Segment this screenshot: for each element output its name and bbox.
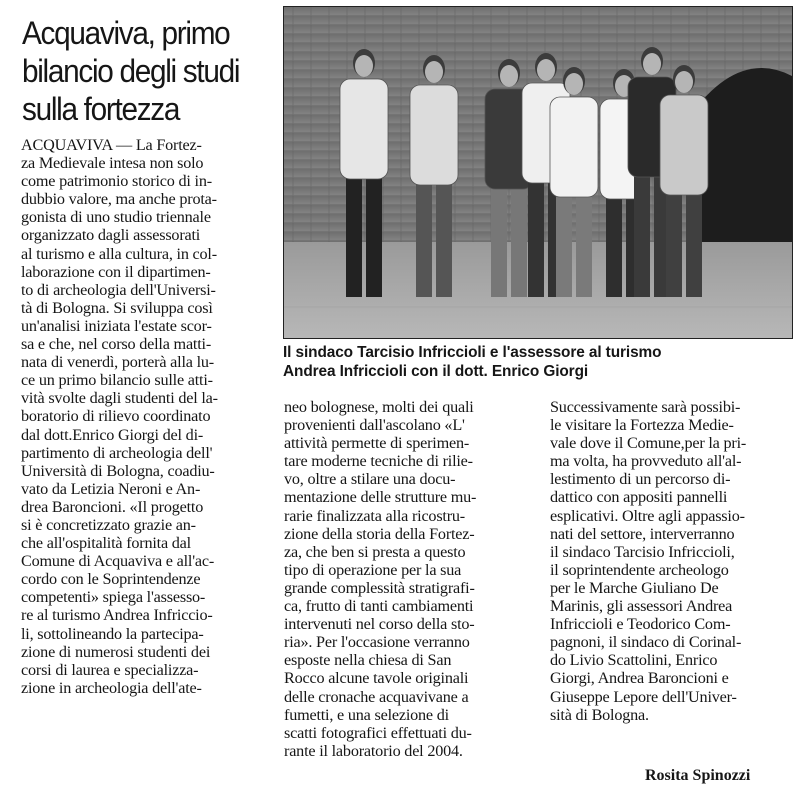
body-text-line: neo bolognese, molti dei quali (284, 398, 474, 416)
article-column-3 (550, 398, 746, 724)
body-text-line: Giorgi, Andrea Baroncioni e (550, 669, 729, 688)
body-text-line: Marinis, gli assessori Andrea (550, 597, 733, 616)
body-text-line: rarie finalizzata alla ricostru- (284, 506, 465, 525)
article-column-1 (21, 136, 218, 697)
body-text-line: fumetti, e una selezione di (284, 705, 449, 724)
body-text-line: provenienti dall'ascolano «L' (284, 416, 465, 435)
body-text-line: Comune di Acquaviva e all'ac- (21, 552, 215, 571)
body-text-line: un'analisi iniziata l'estate scor- (21, 316, 212, 335)
body-text-line: tipo di operazione per la sua (284, 560, 462, 579)
body-text-line: Successivamente sarà possibi- (550, 398, 741, 416)
headline-line: bilancio degli studi (22, 53, 240, 89)
body-text-line: al turismo e alla cultura, in col- (21, 244, 217, 263)
body-text-line: partimento di archeologia dell' (21, 443, 213, 462)
headline-line: Acquaviva, primo (22, 15, 230, 51)
caption-line: Il sindaco Tarcisio Infriccioli e l'assessore al turismo (283, 344, 662, 361)
body-text-line: Università di Bologna, coadiu- (21, 461, 215, 480)
body-text-line: attività permette di sperimen- (284, 434, 470, 453)
body-text-line: gonista di uno studio triennale (21, 208, 211, 227)
body-text-line: Giuseppe Lepore dell'Univer- (550, 687, 737, 706)
body-text-line: drea Baroncioni. «Il progetto (21, 497, 204, 516)
body-text-line: esplicativi. Oltre agli appassio- (550, 506, 745, 525)
body-text-line: zione della storia della Fortez- (284, 524, 475, 543)
body-text-line: competenti» spiega l'assesso- (21, 588, 206, 607)
body-text-line: do Livio Scattolini, Enrico (550, 651, 718, 670)
body-text-line: li, sottolineando la partecipa- (21, 624, 204, 643)
body-text-line: rante il laboratorio del 2004. (284, 741, 463, 760)
body-text-line: il soprintendente archeologo (550, 560, 729, 579)
photo-caption (283, 344, 798, 381)
author-byline: Rosita Spinozzi (645, 767, 751, 784)
body-text-line: lestimento di un percorso di- (550, 470, 731, 489)
headline-line: sulla fortezza (22, 91, 180, 127)
body-text-line: dubbio valore, ma anche prota- (21, 190, 217, 209)
body-text-line: zione di numerosi studenti dei (21, 642, 211, 661)
body-text-line: corsi di laurea e specializza- (21, 660, 199, 679)
body-text-line: intervenuti nel corso della sto- (284, 615, 475, 634)
body-text-line: per le Marche Giuliano De (550, 578, 719, 597)
body-text-line: tà di Bologna. Si sviluppa così (21, 298, 213, 317)
body-text-line: scatti fotografici effettuati du- (284, 723, 472, 742)
body-text-line: si è concretizzato grazie an- (21, 515, 196, 534)
body-text-line: sa e che, nel corso della matti- (21, 335, 212, 354)
body-text-line: boratorio di rilievo coordinato (21, 407, 211, 426)
body-text-line: pagnoni, il sindaco di Corinal- (550, 633, 742, 652)
body-text-line: ria». Per l'occasione verranno (284, 633, 470, 652)
body-text-line: za, che ben si presta a questo (284, 542, 466, 561)
body-text-line: mentazione delle strutture mu- (284, 488, 477, 507)
body-text-line: grande complessità stratigrafi- (284, 578, 475, 597)
body-text-line: tare moderne tecniche di rilie- (284, 452, 473, 471)
body-text-line: Infriccioli e Teodorico Com- (550, 615, 731, 634)
body-text-line: che all'ospitalità fornita dal (21, 534, 191, 553)
body-text-line: zione in archeologia dell'ate- (21, 678, 202, 697)
body-text-line: il sindaco Tarcisio Infriccioli, (550, 542, 735, 561)
body-text-line: to di archeologia dell'Universi- (21, 280, 216, 299)
headline (22, 14, 259, 128)
body-text-line: dal dott.Enrico Giorgi del di- (21, 425, 204, 444)
body-text-line: esposte nella chiesa di San (284, 651, 452, 670)
body-text-line: delle cronache acquavivane a (284, 687, 469, 706)
body-text-line: ca, frutto di tanti cambiamenti (284, 597, 474, 616)
body-text-line: le visitare la Fortezza Medie- (550, 416, 734, 435)
body-text-line: re al turismo Andrea Infriccio- (21, 606, 213, 625)
body-text-line: vità svolte dagli studenti del la- (21, 389, 218, 408)
body-text-line: vale dove il Comune,per la pri- (550, 434, 747, 453)
body-text-line: vo, oltre a stilare una docu- (284, 470, 456, 489)
body-text-line: nati del settore, interverranno (550, 524, 735, 543)
body-text-line: ACQUAVIVA — La Fortez- (21, 136, 202, 154)
group-photo (283, 6, 793, 339)
caption-line: Andrea Infriccioli con il dott. Enrico Giorgi (283, 362, 589, 380)
article-column-2 (284, 398, 476, 760)
body-text-line: come patrimonio storico di in- (21, 172, 212, 191)
body-text-line: cordo con le Soprintendenze (21, 570, 201, 589)
body-text-line: ce un primo bilancio sulle atti- (21, 371, 213, 390)
body-text-line: laborazione con il dipartimen- (21, 262, 211, 281)
body-text-line: nata di venerdì, porterà alla lu- (21, 353, 214, 372)
body-text-line: za Medievale intesa non solo (21, 154, 204, 173)
body-text-line: dattico con appositi pannelli (550, 488, 728, 507)
body-text-line: ma volta, ha provveduto all'al- (550, 452, 742, 471)
body-text-line: vato da Letizia Neroni e An- (21, 479, 201, 498)
body-text-line: organizzato dagli assessorati (21, 226, 201, 245)
body-text-line: sità di Bologna. (550, 705, 649, 724)
body-text-line: Rocco alcune tavole originali (284, 669, 469, 688)
